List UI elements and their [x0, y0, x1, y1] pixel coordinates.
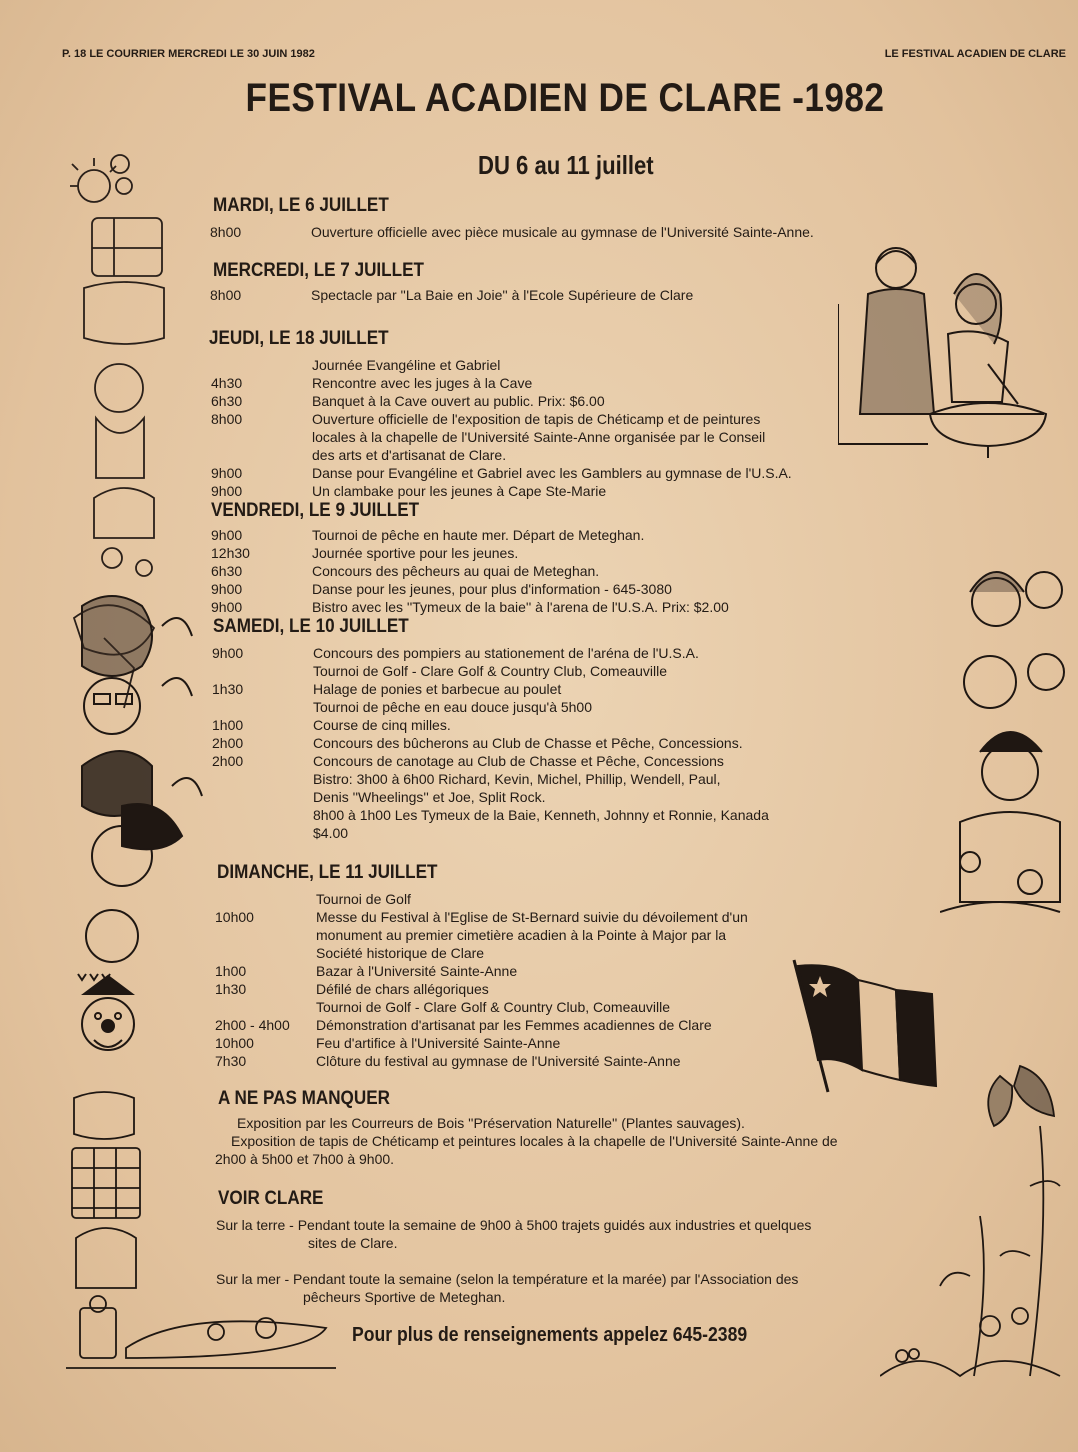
- day-jeudi: [209, 328, 409, 350]
- footer-contact: Pour plus de renseignements appelez 645-2389: [352, 1324, 748, 1346]
- section-heading: A NE PAS MANQUER: [218, 1088, 390, 1109]
- paragraph-line: sites de Clare.: [308, 1235, 398, 1251]
- day-heading: SAMEDI, LE 10 JUILLET: [213, 616, 409, 637]
- section-heading: VOIR CLARE: [218, 1188, 324, 1209]
- header-right: LE FESTIVAL ACADIEN DE CLARE: [884, 48, 1066, 60]
- paragraph-line: Exposition de tapis de Chéticamp et peintures locales à la chapelle de l'Université Sainte-Anne de: [231, 1133, 838, 1149]
- day-heading: JEUDI, LE 18 JUILLET: [209, 328, 389, 349]
- day-heading: DIMANCHE, LE 11 JUILLET: [217, 862, 438, 883]
- paragraph-line: pêcheurs Sportive de Meteghan.: [303, 1289, 506, 1305]
- newspaper-page: P. 18 LE COURRIER MERCREDI LE 30 JUIN 1982 LE FESTIVAL ACADIEN DE CLARE FESTIVAL ACADIEN DE CLARE -1982 DU 6 au 11 juillet MARDI, LE 6 JUILLET 8h00 Ouverture officielle avec pièce musicale au gymnase de l'Université Sainte-Anne. MERCREDI, LE 7 JUILLET 8h00 Spectacle par ''La Baie en Joie'' à l'Ecole Supérieure de Clare JEUDI, LE 18 JUILLET Journée Evangéline et Gabriel 4h30 Rencontre avec les juges à la Cave 6h30 Banquet à la Cave ouvert au public. Prix: $6.00 8h00 Ouverture officielle de l'exposition de tapis de Chéticamp et de peintures locales à la chapelle de l'Université Sainte-Anne organisée par le Conseil des arts et d'artisanat de Clare. 9h00 Danse pour Evangéline et Gabriel avec les Gamblers au gymnase de l'U.S.A. 9h00 Un clambake pour les jeunes à Cape Ste-Marie VENDREDI, LE 9 JUILLET 9h00 Tournoi de pêche en haute mer. Départ de Meteghan. 12h30 Journée sportive pour les jeunes. 6h30 Concours des pêcheurs au quai de Meteghan. 9h00 Danse pour les jeunes, pour plus d'information - 645-3080 9h00 Bistro avec les ''Tymeux de la baie'' à l'arena de l'U.S.A. Prix: $2.00 SAMEDI, LE 10 JUILLET 9h00 Concours des pompiers au stationement de l'aréna de l'U.S.A. Tournoi de Golf - Clare Golf & Country Club, Comeauville 1h30 Halage de ponies et barbecue au poulet Tournoi de pêche en eau douce jusqu'à 5h00 1h00 Course de cinq milles. 2h00 Concours des bûcherons au Club de Chasse et Pêche, Concessions. 2h00 Concours de canotage au Club de Chasse et Pêche, Concessions Bistro: 3h00 à 6h00 Richard, Kevin, Michel, Phillip, Wendell, Paul, Denis ''Wheelings'' et Joe, Split Rock. 8h00 à 1h00 Les Tymeux de la Baie, Kenneth, Johnny et Ronnie, Kanada $4.00 DIMANCHE, LE 11 JUILLET Tournoi de Golf 10h00 Messe du Festival à l'Eglise de St-Bernard suivie du dévoilement d'un monument au premier cimetière acadien à la Pointe à Major par la Société historique de Clare 1h00 Bazar à l'Université Sainte-Anne 1h30 Défilé de chars allégoriques Tournoi de Golf - Clare Golf & Country Club, Comeauville 2h00 - 4h00 Démonstration d'artisanat par les Femmes acadiennes de Clare 10h00 Feu d'artifice à l'Université Sainte-Anne 7h30 Clôture du festival au gymnase de l'Université Sainte-Anne A NE PAS MANQUER Exposition par les Courreurs de Bois ''Préservation Naturelle'' (Plantes sauvages). Exposition de tapis de Chéticamp et peintures locales à la chapelle de l'Université Sainte-Anne de 2h00 à 5h00 et 7h00 à 9h00. VOIR CLARE Sur la terre - Pendant toute la semaine de 9h00 à 5h00 trajets guidés aux industries et quelques sites de Clare. Sur la mer - Pendant toute la semaine (selon la température et la marée) par l'Association des pêcheurs Sportive de Meteghan. Pour plus de renseignements appelez 645-2389: [0, 0, 1078, 1452]
- day-heading: MARDI, LE 6 JUILLET: [213, 195, 389, 216]
- couple-barbecue-illustration: [838, 234, 1050, 460]
- paragraph-line: 2h00 à 5h00 et 7h00 à 9h00.: [215, 1151, 395, 1167]
- crowd-faces-illustration: [62, 586, 212, 986]
- day-samedi: [213, 616, 430, 638]
- paragraph-line: Exposition par les Courreurs de Bois ''Préservation Naturelle'' (Plantes sauvages).: [237, 1115, 745, 1131]
- day-mardi: [213, 195, 408, 217]
- picnic-illustration: [66, 1088, 346, 1378]
- festival-dates: DU 6 au 11 juillet: [478, 150, 654, 180]
- clown-icon: [68, 964, 148, 1084]
- day-heading: MERCREDI, LE 7 JUILLET: [213, 260, 424, 281]
- butterfly-flowers-illustration: [880, 1056, 1070, 1392]
- day-mercredi: [213, 260, 447, 282]
- day-vendredi: [211, 500, 442, 522]
- header-left: P. 18 LE COURRIER MERCREDI LE 30 JUIN 1982: [62, 48, 315, 60]
- people-group-illustration: [940, 562, 1070, 942]
- paragraph-line: Sur la mer - Pendant toute la semaine (selon la température et la marée) par l'Association des: [216, 1271, 799, 1287]
- day-heading: VENDREDI, LE 9 JUILLET: [211, 500, 420, 521]
- paragraph-line: Sur la terre - Pendant toute la semaine de 9h00 à 5h00 trajets guidés aux industries et quelques: [216, 1217, 812, 1233]
- day-dimanche: [217, 862, 462, 884]
- page-title: FESTIVAL ACADIEN DE CLARE -1982: [245, 76, 885, 120]
